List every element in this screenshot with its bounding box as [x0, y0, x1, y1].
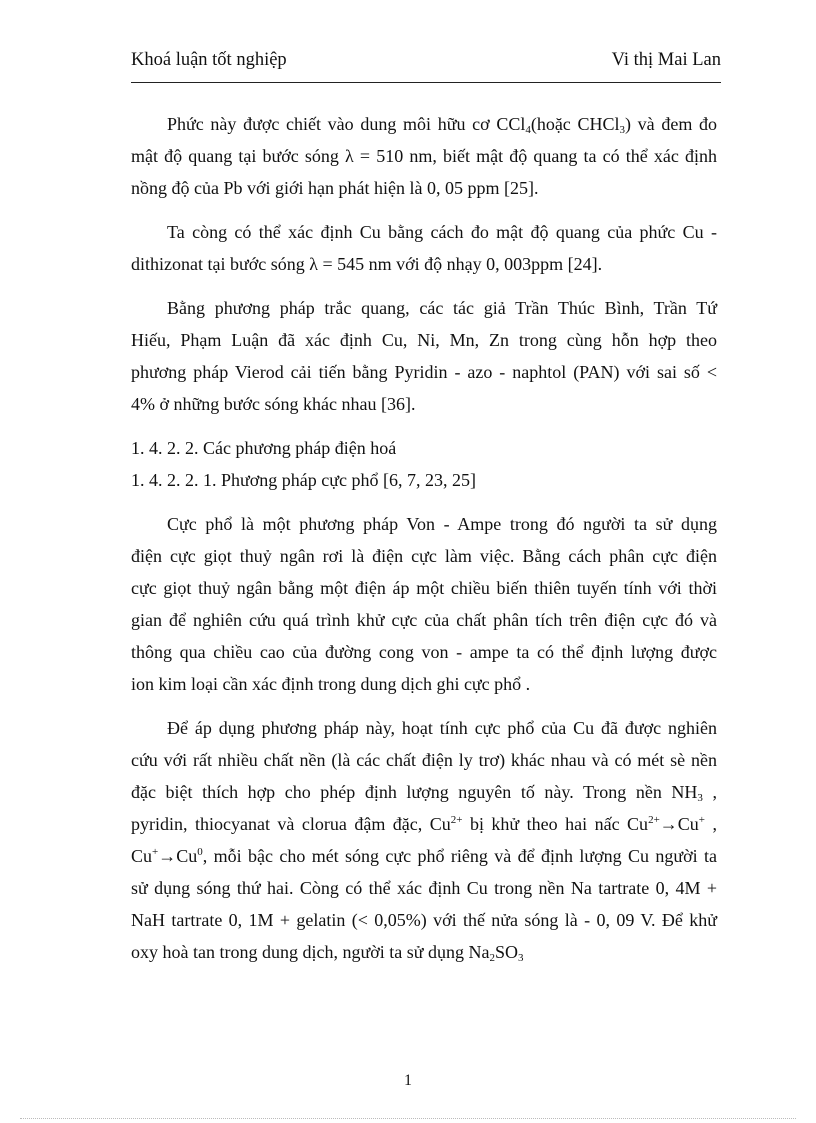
text-line	[131, 712, 717, 744]
text-segment: cực giọt thuỷ ngân bằng một điện áp một chiều biến thiên tuyến tính với thời	[131, 578, 717, 598]
text-segment: pyridin, thiocyanat và clorua đậm đặc, Cu	[131, 814, 451, 834]
text-segment: Bằng phương pháp trắc quang, các tác giả Trần Thúc Bình, Trần Tứ	[167, 298, 717, 318]
text-segment: +	[698, 814, 706, 826]
paragraph	[131, 216, 717, 280]
text-line	[131, 840, 717, 872]
text-segment: →Cu	[659, 814, 699, 834]
text-segment: Phức này được chiết vào dung môi hữu cơ CCl	[167, 114, 526, 134]
text-segment: NaH tartrate 0, 1M + gelatin (< 0,05%) với thế nửa sóng là - 0, 09 V. Để khử	[131, 910, 717, 930]
text-segment: cứu với rất nhiều chất nền (là các chất điện ly trơ) khác nhau và có mét sè nền	[131, 750, 717, 770]
heading-electrochemical-methods: 1. 4. 2. 2. Các phương pháp điện hoá	[131, 438, 397, 458]
heading-polarography: 1. 4. 2. 2. 1. Phương pháp cực phổ [6, 7, 23, 25]	[131, 470, 476, 490]
text-segment: 3	[518, 952, 524, 964]
text-segment: Ta còng có thể xác định Cu bằng cách đo mật độ quang của phức Cu -	[167, 222, 717, 242]
page-number: 1	[404, 1072, 412, 1089]
text-segment: ,	[705, 814, 717, 834]
header-left-title: Khoá luận tốt nghiệp	[131, 50, 287, 70]
text-line	[131, 108, 717, 140]
text-segment: Để áp dụng phương pháp này, hoạt tính cực phổ của Cu đã được nghiên	[167, 718, 717, 738]
text-segment: 4% ở những bước sóng khác nhau [36].	[131, 394, 416, 414]
text-segment: dithizonat tại bước sóng λ = 545 nm với độ nhạy 0, 003ppm [24].	[131, 254, 603, 274]
text-segment: nồng độ của Pb với giới hạn phát hiện là 0, 05 ppm [25].	[131, 178, 539, 198]
text-line	[131, 604, 717, 636]
text-segment: SO	[494, 942, 518, 962]
text-segment: đặc biệt thích hợp cho phép định lượng nguyên tố này. Trong nền NH	[131, 782, 698, 802]
paragraph-group-polarography	[131, 508, 717, 968]
paragraph-group-intro	[131, 108, 717, 420]
text-segment: →Cu	[158, 846, 198, 866]
page-body	[131, 108, 717, 980]
text-segment: 2	[489, 952, 495, 964]
text-line	[131, 140, 717, 172]
text-segment: sử dụng sóng thứ hai. Còng có thể xác định Cu trong nền Na tartrate 0, 4M +	[131, 878, 717, 898]
text-line	[131, 324, 717, 356]
text-segment: oxy hoà tan trong dung dịch, người ta sử dụng Na	[131, 942, 490, 962]
text-segment: 2+	[450, 814, 463, 826]
paragraph	[131, 508, 717, 700]
text-segment: bị khử theo hai nấc Cu	[462, 814, 649, 834]
text-segment: ion kim loại cần xác định trong dung dịch ghi cực phổ .	[131, 674, 531, 694]
text-line	[131, 636, 717, 668]
header-divider	[131, 82, 721, 83]
bottom-dotted-rule	[20, 1118, 796, 1119]
text-segment: , mỗi bậc cho mét sóng cực phổ riêng và để định lượng Cu người ta	[202, 846, 717, 866]
text-segment: 2+	[648, 814, 660, 826]
text-segment: mật độ quang tại bước sóng λ = 510 nm, biết mật độ quang ta có thể xác định	[131, 146, 717, 166]
text-segment: thông qua chiều cao của đường cong von - ampe ta có thể định lượng được	[131, 642, 717, 662]
text-line	[131, 904, 717, 936]
text-line	[131, 668, 717, 700]
text-line	[131, 248, 717, 280]
text-segment: Cực phổ là một phương pháp Von - Ampe trong đó người ta sử dụng	[167, 514, 717, 534]
text-segment: +	[152, 846, 159, 858]
text-line	[131, 540, 717, 572]
page-header	[131, 50, 721, 78]
text-line	[131, 508, 717, 540]
text-line	[131, 776, 717, 808]
text-segment: 0	[197, 846, 203, 858]
text-line	[131, 292, 717, 324]
paragraph	[131, 108, 717, 204]
text-line	[131, 388, 717, 420]
text-segment: phương pháp Vierod cải tiến bằng Pyridin - azo - naphtol (PAN) với sai số <	[131, 362, 717, 382]
text-line	[131, 572, 717, 604]
paragraph	[131, 292, 717, 420]
text-segment: 3	[619, 124, 625, 136]
text-line	[131, 872, 717, 904]
text-segment: Hiếu, Phạm Luận đã xác định Cu, Ni, Mn, Zn trong cùng hỗn hợp theo	[131, 330, 717, 350]
paragraph	[131, 712, 717, 968]
text-line	[131, 356, 717, 388]
text-segment: 3	[697, 792, 703, 804]
text-line	[131, 216, 717, 248]
text-segment: điện cực giọt thuỷ ngân rơi là điện cực làm việc. Bằng cách phân cực điện	[131, 546, 717, 566]
header-author: Vi thị Mai Lan	[611, 50, 721, 70]
text-segment: Cu	[131, 846, 153, 866]
text-line	[131, 936, 717, 968]
text-line	[131, 744, 717, 776]
text-segment: (hoặc CHCl	[530, 114, 620, 134]
text-segment: ,	[702, 782, 717, 802]
text-line	[131, 172, 717, 204]
text-segment: 4	[525, 124, 531, 136]
text-segment: ) và đem đo	[625, 114, 717, 134]
text-line	[131, 808, 717, 840]
text-segment: gian để nghiên cứu quá trình khử cực của chất phân tích trên điện cực đó và	[131, 610, 717, 630]
